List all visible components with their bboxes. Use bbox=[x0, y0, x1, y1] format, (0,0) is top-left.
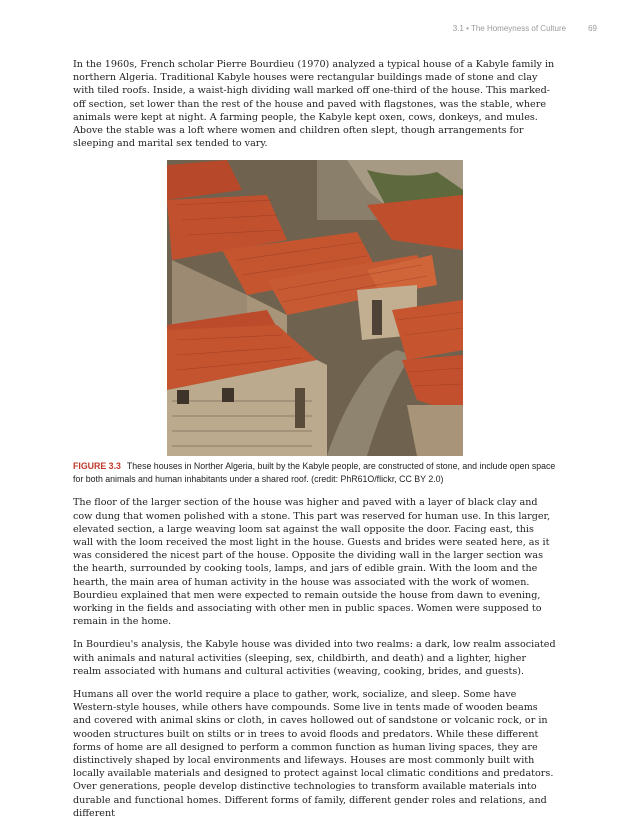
figure-label: FIGURE 3.3 bbox=[73, 461, 121, 472]
section-title: 3.1 • The Homeyness of Culture bbox=[452, 24, 567, 33]
paragraph-intro: In the 1960s, French scholar Pierre Bourdieu (1970) analyzed a typical house of a Kabyle family in northern Algeria. Traditional Kabyle houses were rectangular buildings made of stone and clay with tiled roofs. Inside, a waist-high dividing wall marked off one-third of the house. This marked-off section, set lower than the rest of the house and paved with flagstones, was the stable, where animals were kept at night. A farming people, the Kabyle kept oxen, cows, donkeys, and mules. Above the stable was a loft where women and children often slept, though arrangements for sleeping and marital sex tended to vary. bbox=[73, 59, 555, 150]
paragraph-humans: Humans all over the world require a place to gather, work, socialize, and sleep. Some have Western-style houses, while others have compounds. Some live in tents made of wooden beams and covered with animal skins or cloth, in caves hollowed out of sandstone or volcanic rock, or in wooden structures built on stilts or in trees to avoid floods and predators. While these different forms of home are all designed to perform a common function as human living spaces, they are distinctively shaped by local environments and lifeways. Houses are most commonly built with locally available materials and designed to protect against local climatic conditions and predators. Over generations, people develop distinctive technologies to transform available materials into durable and functional homes. Different forms of family, different gender roles and relations, and different bbox=[73, 689, 554, 819]
figure-caption bbox=[73, 460, 556, 486]
paragraph-realms: In Bourdieu's analysis, the Kabyle house was divided into two realms: a dark, low realm associated with animals and natural activities (sleeping, sex, childbirth, and death) and a lighter, higher realm associated with humans and cultural activities (weaving, cooking, brides, and guests). bbox=[73, 639, 556, 677]
page-content bbox=[73, 58, 556, 830]
figure-caption-text: These houses in Norther Algeria, built by the Kabyle people, are constructed of stone, and include open space for both animals and human inhabitants under a shared roof. (credit: PhR61O/flickr, CC BY 2.0) bbox=[73, 461, 556, 485]
figure-photo bbox=[167, 160, 463, 456]
page-number: 69 bbox=[588, 24, 597, 33]
kabyle-houses-photo bbox=[167, 160, 463, 456]
paragraph-floor: The floor of the larger section of the house was higher and paved with a layer of black clay and cow dung that women polished with a stone. This part was reserved for human use. In this larger, elevated section, a large weaving loom sat against the wall opposite the door. Facing east, this wall with the loom received the most light in the house. Guests and brides were seated here, as it was considered the nicest part of the house. Opposite the dividing wall in the larger section was the hearth, surrounded by cooking tools, lamps, and jars of edible grain. With the loom and the hearth, the main area of human activity in the house was associated with the work of women. Bourdieu explained that men were expected to remain outside the house from dawn to evening, working in the fields and associating with other men in public spaces. Women were supposed to remain in the home. bbox=[73, 497, 551, 628]
running-head bbox=[453, 24, 597, 33]
